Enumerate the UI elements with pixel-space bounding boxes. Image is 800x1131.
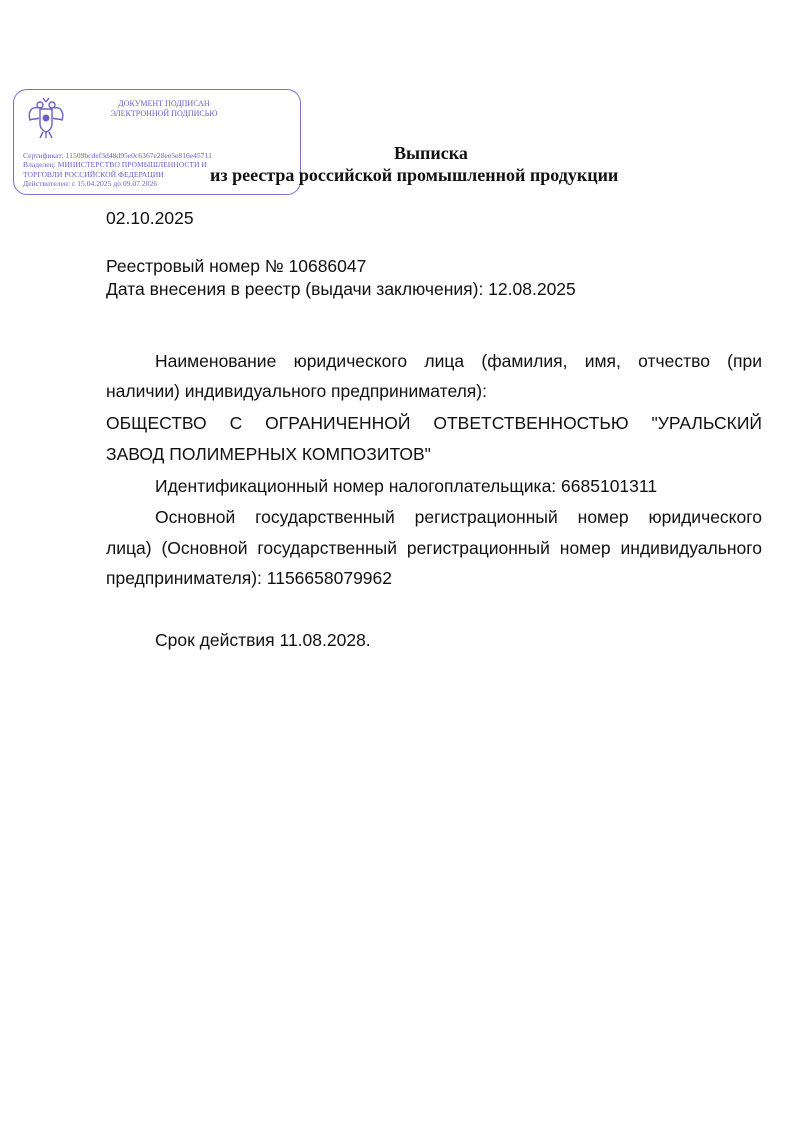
registry-number: Реестровый номер № 10686047 — [106, 256, 367, 276]
ogrn: лица) (Основной государственный регистрационный номер индивидуального — [106, 538, 762, 558]
registry-date: Дата внесения в реестр (выдачи заключения): 12.08.2025 — [106, 279, 576, 299]
company-name: ЗАВОД ПОЛИМЕРНЫХ КОМПОЗИТОВ" — [106, 444, 431, 464]
company-name: ОБЩЕСТВО С ОГРАНИЧЕННОЙ ОТВЕТСТВЕННОСТЬЮ "УРАЛЬСКИЙ — [106, 413, 762, 433]
russian-coat-of-arms-icon — [26, 96, 66, 140]
stamp-header-line: ЭЛЕКТРОННОЙ ПОДПИСЬЮ — [110, 109, 218, 118]
ogrn: предпринимателя): 1156658079962 — [106, 568, 393, 588]
document-date: 02.10.2025 — [106, 208, 194, 228]
stamp-certificate: Сертификат: 11509bcdef3d48d95e0c6367e28ee5e816e45711 — [23, 151, 212, 160]
inn: Идентификационный номер налогоплательщика: 6685101311 — [155, 476, 658, 496]
stamp-owner: ТОРГОВЛИ РОССИЙСКОЙ ФЕДЕРАЦИИ — [23, 169, 164, 179]
document-title: Выписка — [394, 143, 468, 163]
stamp-validity: Действителен: с 15.04.2025 до 09.07.2026 — [23, 178, 158, 188]
name-label: Наименование юридического лица (фамилия, имя, отчество (при — [155, 351, 762, 371]
document-subtitle: из реестра российской промышленной продукции — [210, 165, 619, 185]
stamp-header-line: ДОКУМЕНТ ПОДПИСАН — [118, 99, 210, 108]
stamp-owner: Владелец: МИНИСТЕРСТВО ПРОМЫШЛЕННОСТИ И — [23, 160, 207, 170]
ogrn: Основной государственный регистрационный номер юридического — [155, 507, 762, 527]
validity-until: Срок действия 11.08.2028. — [155, 630, 371, 650]
name-label: наличии) индивидуального предпринимателя): — [106, 381, 487, 401]
